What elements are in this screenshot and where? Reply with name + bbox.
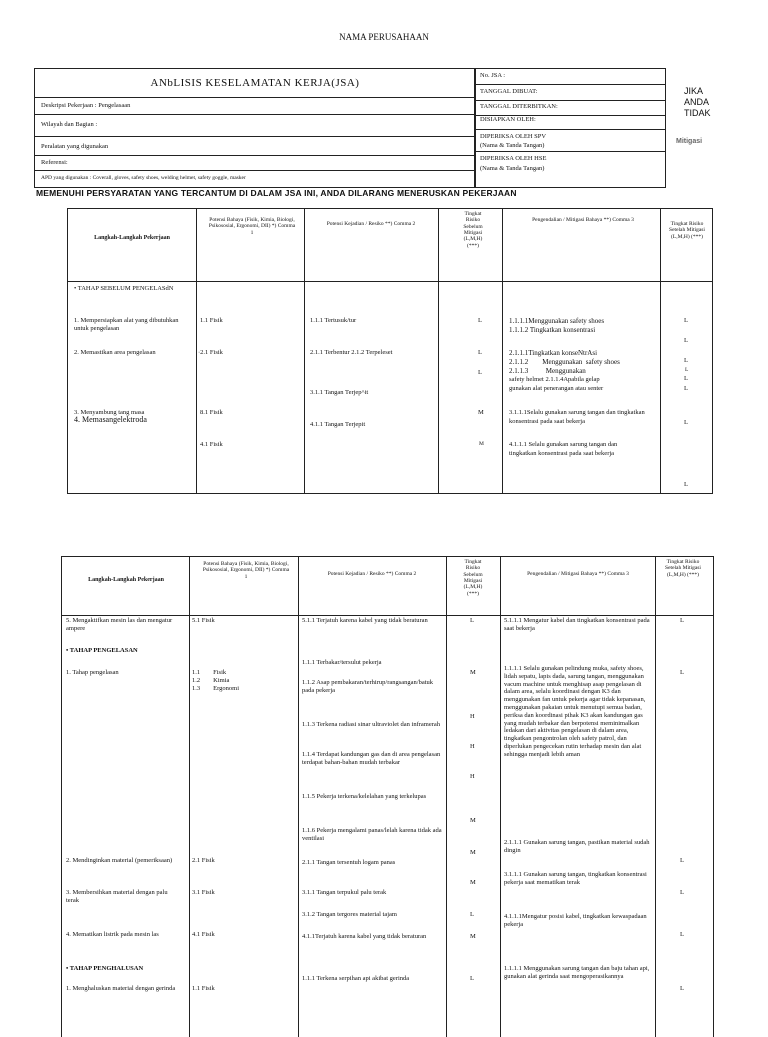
hse-signature-note: (Nama & Tanda Tangan) — [480, 165, 545, 172]
table-cell-risk-before: M — [470, 879, 476, 886]
table-cell-risk-after: L — [684, 419, 688, 426]
table-cell-control: 4.1.1.1 Selalu gunakan sarung tangan dan — [509, 441, 618, 448]
table-cell-incident: 3.1.1 Tangan terpukul palu terak — [302, 889, 387, 896]
table-cell-risk-before: M — [478, 409, 484, 416]
header-steps: Langkah-Langkah Pekerjaan — [88, 577, 164, 583]
equipment: Peralatan yang digunakan — [41, 143, 109, 150]
form-title: ANbLISIS KESELAMATAN KERJA(JSA) — [150, 77, 360, 89]
table-cell-control: 1.1.1.1Menggunakan safety shoes — [509, 317, 605, 325]
table-cell-hazard: 8.1 Fisik — [200, 409, 223, 416]
table-cell-control: 2.1.1.1 Gunakan sarung tangan, pastikan material sudah dingin — [504, 839, 650, 854]
table-cell-hazard: 1.1 Fisik — [192, 669, 227, 676]
header-risk-before: Tingkat Risiko Sebelum Mitigasi (L,M,H) (***) — [463, 211, 483, 249]
table-cell-control: 2.1.1.3 Menggunakan — [509, 367, 586, 375]
table-cell-risk-after: L — [684, 375, 688, 382]
table-cell-hazard: 2.1 Fisik — [192, 857, 215, 864]
table-cell-risk-after: L — [680, 889, 684, 896]
table-cell-control: 2.1.1.2 Menggunakan safety shoes — [509, 358, 620, 366]
table-cell-incident: 1.1.1 Terkena serpihan api akibat gerinda — [302, 975, 410, 982]
table-cell-risk-after: L — [680, 857, 684, 864]
table-cell-risk-before: H — [470, 773, 475, 780]
table-cell-step: 1. Mempersiapkan alat yang dibutuhkan untuk pengelasan — [74, 317, 179, 332]
table-cell-hazard: 4.1 Fisik — [200, 441, 223, 448]
table-cell-control: 3.1.1.1 Gunakan sarung tangan, tingkatkan konsentrasi pekerja saat mematikan terak — [504, 871, 647, 886]
table-cell-hazard: 1.3 Ergonomi — [192, 685, 240, 692]
table-cell-incident: 1.1.1 Terbakar/tersulut pekerja — [302, 659, 382, 666]
table-cell-risk-before: L — [478, 349, 482, 356]
table-cell-hazard: 1.2 Kimia — [192, 677, 230, 684]
side-note-line: ANDA — [684, 97, 710, 107]
header-steps: Langkah-Langkah Pekerjaan — [94, 235, 170, 241]
table-cell-control: gunakan alat penerangan atau senter — [509, 385, 604, 392]
table-cell-control: safety helmet 2.1.1.4Apabila gelap — [509, 376, 600, 383]
header-incident: Potensi Kejadian / Resiko **) Comma 2 — [327, 571, 417, 577]
table-cell-risk-after: L — [684, 357, 688, 364]
side-note-line: TIDAK — [684, 108, 711, 118]
date-created: TANGGAL DIBUAT: — [480, 88, 538, 95]
table-cell-step: 4. Mematikan listrik pada mesin las — [66, 931, 159, 938]
table-cell-risk-before: M — [479, 441, 484, 447]
prepared-by: DISIAPKAN OLEH: — [480, 116, 536, 123]
table-cell-risk-after: L — [680, 931, 684, 938]
header-risk-after: Tingkat Risiko Setelah Mitigasi (L,M,H) (***) — [669, 221, 705, 240]
table-cell-risk-before: M — [470, 817, 476, 824]
table-cell-risk-before: L — [470, 975, 474, 982]
table-cell-hazard: 1.1 Fisik — [192, 985, 215, 992]
table-cell-risk-after: L — [684, 317, 688, 324]
checked-by-spv: DIPERIKSA OLEH SPV — [480, 133, 547, 140]
table-cell-step: 3. Membersihkan material dengan palu terak — [66, 889, 168, 904]
table-cell-step: 5. Mengaktifkan mesin las dan mengatur ampere — [66, 617, 173, 632]
form-header-left — [34, 68, 476, 188]
table-cell-step: 1. Menghaluskan material dengan gerinda — [66, 985, 176, 992]
warning-banner: MEMENUHI PERSYARATAN YANG TERCANTUM DI DALAM JSA INI, ANDA DILARANG MENERUSKAN PEKERJAAN — [36, 188, 517, 198]
table-cell-incident: 4.1.1Terjatuh karena kabel yang tidak beraturan — [302, 933, 427, 940]
jsa-table-1 — [67, 208, 713, 494]
table-cell-risk-before: L — [470, 617, 474, 624]
jsa-table-2 — [61, 556, 714, 1037]
table-cell-incident: 1.1.6 Pekerja mengalami panas/lelah karena tidak ada ventilasi — [302, 827, 442, 842]
header-hazard: Potensi Bahaya (Fisik, Kimia, Biologi, Psikososial, Ergonomi, DII) *) Comma 1 — [208, 217, 296, 236]
spv-signature-note: (Nama & Tanda Tangan) — [480, 142, 545, 149]
header-risk-before: Tingkat Risiko Sebelum Mitigasi (L,M,H) (***) — [463, 559, 483, 597]
table-cell-control: 1.1.1.1 Selalu gunakan pelindung muka, safety shoes, lidah sepatu, lapis dada, sarung tangan, menggunakan vacum machine untuk menghisap asap pengelasan di dalam area, selalu koordinasi dengan K3 dan menggunakan fan untuk pekerja agar tidak kepanasan, menggunakan pakaian untuk menutupi semua badan, periksa dan koordinasi pihak K3 akan kandungan gas yang mudah terbakar dan berpotensi meminimalkan ledakan dari aktivitas pengelasan di dalam area, tingkatkan pengontrolan oleh safety patrol, dan diperlukan pengecekan rutin terhadap mesin dan alat sehingga menjadi lebih aman — [504, 665, 646, 758]
table-cell-risk-after: L — [680, 669, 684, 676]
area-section: Wilayah dan Bagian : — [41, 121, 98, 128]
table-cell-hazard: 1.1 Fisik — [200, 317, 223, 324]
table-cell-incident: 1.1.4 Terdapat kandungan gas dan di area pengelasan terdapat bahan-bahan mudah terbakar — [302, 751, 441, 766]
ppe-used: APD yang digunakan : Coverall, gloves, safety shoes, welding helmet, safety goggle, masker — [41, 175, 246, 181]
table-cell-hazard: 5.1 Fisik — [192, 617, 215, 624]
table-cell-risk-after: L — [684, 337, 688, 344]
table-cell-incident: 1.1.2 Asap pembakaran/terhirup/rangsangan/batuk pada pekerja — [302, 679, 434, 694]
reference: Referensi: — [41, 159, 68, 166]
table-cell-risk-before: L — [478, 369, 482, 376]
table-cell-step: 2. Mendinginkan material (pemeriksaan) — [66, 857, 173, 864]
table-cell-incident: 4.1.1 Tangan Terjepit — [310, 421, 366, 428]
company-name: NAMA PERUSAHAAN — [339, 32, 429, 42]
job-description: Deskripsi Pekerjaan : Pengelasaan — [41, 102, 131, 109]
table-cell-risk-after: L — [680, 985, 684, 992]
header-hazard: Potensi Bahaya (Fisik, Kimia, Biologi, Psikososial, Ergonomi, DII) *) Comma 1 — [202, 561, 290, 580]
table-cell-control: 1.1.1.1 Menggunakan sarung tangan dan baju tahan api, gunakan alat gerinda saat mengoperasikannya — [504, 965, 650, 980]
table-cell-control: 1.1.1.2 Tingkatkan konsentrasi — [509, 326, 596, 334]
table-cell-risk-after: L — [680, 617, 684, 624]
table-cell-risk-before: M — [470, 849, 476, 856]
header-incident: Potensi Kejadian / Resiko **) Comma 2 — [326, 221, 416, 227]
table-cell-risk-before: L — [478, 317, 482, 324]
jsa-number: No. JSA : — [480, 72, 506, 79]
table-cell-incident: 3.1.1 Tangan Terjep^it — [310, 389, 369, 396]
table-cell-incident: 2.1.1 Tangan tersentuh logam panas — [302, 859, 396, 866]
table-cell-incident: 5.1.1 Terjatuh karena kabel yang tidak beraturan — [302, 617, 428, 624]
table-cell-risk-before: M — [470, 933, 476, 940]
table-cell-risk-before: L — [470, 911, 474, 918]
table-cell-hazard: ·2.1 Fisik — [198, 349, 223, 356]
table-cell-risk-before: H — [470, 743, 475, 750]
table-cell-control: 3.1.1.1Selalu gunakan sarung tangan dan tingkatkan — [509, 409, 645, 416]
table-cell-step: • TAHAP SEBELUM PENGELASdN — [74, 285, 174, 292]
table-cell-step: 4. Memasangelektroda — [74, 415, 147, 424]
header-control: Pengendalian / Mitigasi Bahaya **) Comma 3 — [527, 571, 629, 577]
table-cell-risk-before: H — [470, 713, 475, 720]
table-cell-incident: 1.1.3 Terkena radiasi sinar ultraviolet dan inframerah — [302, 721, 441, 728]
table-cell-incident: 2.1.1 Terbentur 2.1.2 Terpeleset — [310, 349, 393, 356]
table-cell-hazard: 4.1 Fisik — [192, 931, 215, 938]
table-cell-step: 2. Memastikan area pengelasan — [74, 349, 156, 356]
table-cell-hazard: 3.1 Fisik — [192, 889, 215, 896]
table-cell-step: • TAHAP PENGHALUSAN — [66, 965, 144, 972]
table-cell-risk-after: L — [684, 385, 688, 392]
table-cell-incident: 3.1.2 Tangan tergores material tajam — [302, 911, 397, 918]
table-cell-risk-before: M — [470, 669, 476, 676]
table-cell-control: 2.1.1.1Tingkatkan konseNtrAsi — [509, 349, 598, 357]
header-risk-after: Tingkat Risiko Setelah Mitigasi (L,M,H) (***) — [665, 559, 701, 578]
table-cell-incident: 1.1.5 Pekerja terkena/kelelahan yang terkelupas — [302, 793, 427, 800]
table-cell-step: 3. Menyambung tang masa — [74, 409, 145, 416]
form-header-right — [474, 68, 666, 188]
table-cell-control: tingkatkan konsentrasi pada saat bekerja — [509, 450, 615, 457]
date-published: TANGGAL DITERBITKAN: — [480, 103, 558, 110]
table-cell-control: 5.1.1.1 Mengatur kabel dan tingkatkan konsentrasi pada saat bekerja — [504, 617, 650, 632]
table-cell-step: 1. Tahap pengelasan — [66, 669, 119, 676]
table-cell-control: konsentrasi pada saat bekerja — [509, 418, 585, 425]
table-cell-risk-after: L — [685, 367, 689, 373]
mitigation-badge: Mitigasi — [676, 138, 703, 145]
checked-by-hse: DIPERIKSA OLEH HSE — [480, 155, 547, 162]
header-control: Pengendalian / Mitigasi Bahaya **) Comma 3 — [532, 217, 634, 223]
table-cell-risk-after: L — [684, 481, 688, 488]
table-cell-step: • TAHAP PENGELASAN — [66, 647, 138, 654]
side-note-line: JIKA — [684, 86, 704, 96]
table-cell-control: 4.1.1.1Mengatur posisi kabel, tingkatkan kewaspadaan pekerja — [504, 913, 647, 928]
side-note — [684, 86, 711, 119]
table-cell-incident: 1.1.1 Tertusuk/tur — [310, 317, 357, 324]
